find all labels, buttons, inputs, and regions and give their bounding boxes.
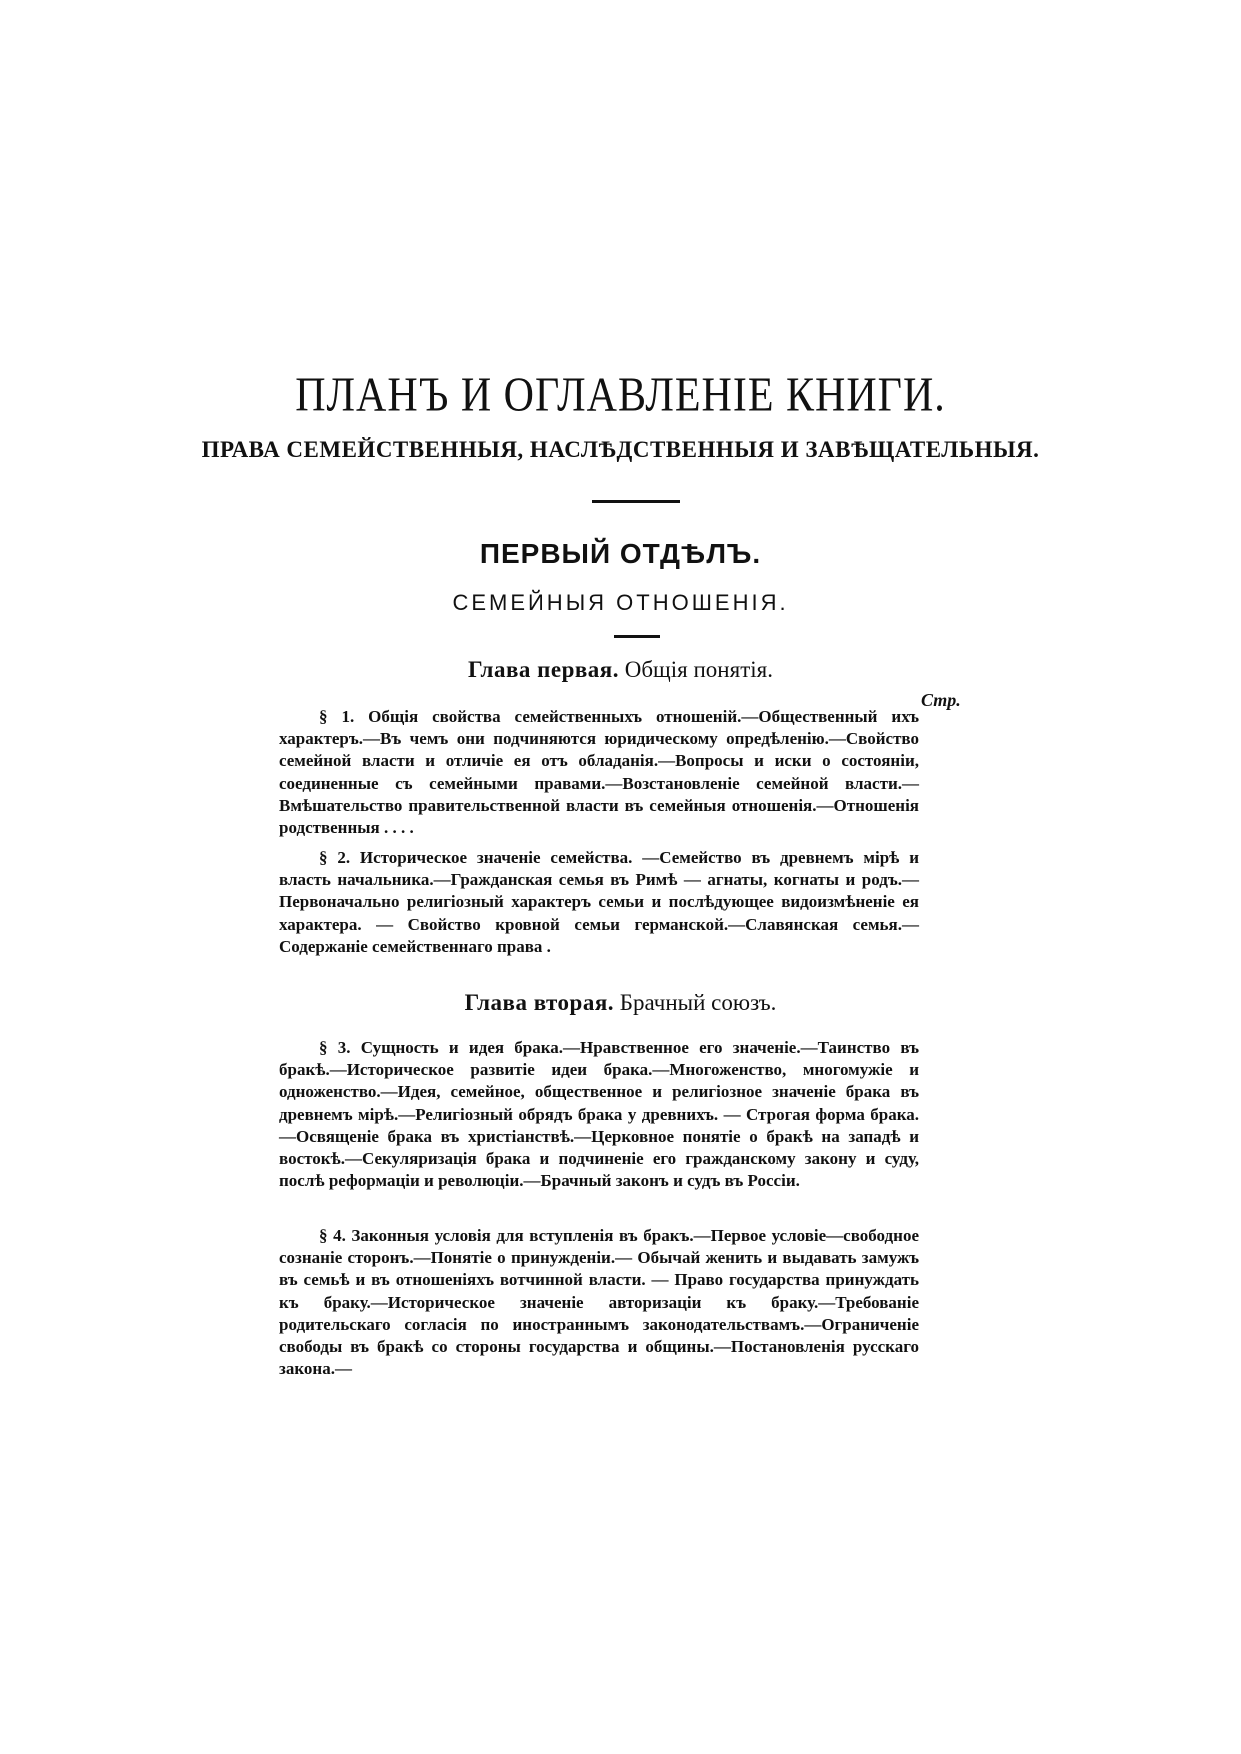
chapter-heading-2: [0, 990, 1241, 1016]
book-subtitle: ПРАВА СЕМЕЙСТВЕННЫЯ, НАСЛѢДСТВЕННЫЯ И ЗАВѢЩАТЕЛЬНЫЯ.: [201, 437, 1040, 462]
section-2-paragraph: § 2. Историческое значеніе семейства. —Семейство въ древнемъ мірѣ и власть начальника.—Гражданская семья въ Римѣ — агнаты, когнаты и родъ.—Первоначально религіозный характеръ семьи и послѣдующее видоизмѣненіе ея характера. — Свойство кровной семьи германской.—Славянская семья.—Содержаніе семейственнаго права .: [279, 848, 919, 956]
page-column-label: Стр.: [921, 690, 961, 710]
section-1-paragraph: § 1. Общія свойства семейственныхъ отношеній.—Общественный ихъ характеръ.—Въ чемъ они подчиняются юридическому опредѣленію.—Свойство семейной власти и отличіе ея отъ обладанія.—Вопросы и иски о состояніи, соединенные съ семейными правами.—Возстановленіе семейной власти.—Вмѣшательство правительственной власти въ семейныя отношенія.—Отношенія родственныя . . . .: [279, 707, 919, 838]
chapter-1-number: Глава первая.: [468, 657, 619, 682]
part-title: ПЕРВЫЙ ОТДѢЛЪ.: [479, 538, 762, 569]
chapter-2-number: Глава вторая.: [464, 990, 615, 1015]
section-3-paragraph: § 3. Сущность и идея брака.—Нравственное его значеніе.—Таинство въ бракѣ.—Историческое развитіе идеи брака.—Многоженство, многомужіе и одноженство.—Идея, семейное, общественное и религіозное значеніе брака въ древнемъ мірѣ.—Религіозный обрядъ брака у древнихъ. — Строгая форма брака.—Освященіе брака въ христіанствѣ.—Церковное понятіе о бракѣ на западѣ и востокѣ.—Секуляризація брака и подчиненіе его гражданскому закону и суду, послѣ реформаціи и революціи.—Брачный законъ и судъ въ Россіи.: [279, 1038, 919, 1191]
chapter-1-name: Общія понятія.: [624, 657, 773, 682]
part-divider: [614, 635, 660, 638]
section-4-paragraph: § 4. Законныя условія для вступленія въ бракъ.—Первое условіе—свободное сознаніе сторонъ.—Понятіе о принужденіи.— Обычай женить и выдавать замужъ въ семьѣ и въ отношеніяхъ вотчинной власти. — Право государства принуждать къ браку.—Историческое значеніе авторизаціи къ браку.—Требованіе родительскаго согласія по иностраннымъ законодательствамъ.—Ограниченіе свободы въ бракѣ со стороны государства и общины.—Постановленія русскаго закона.—: [279, 1226, 919, 1379]
part-subtitle: СЕМЕЙНЫЯ ОТНОШЕНІЯ.: [452, 590, 789, 615]
chapter-2-name: Брачный союзъ.: [619, 990, 777, 1015]
book-title: ПЛАНЪ И ОГЛАВЛЕНІЕ КНИГИ.: [295, 369, 946, 423]
chapter-heading-1: [0, 657, 1241, 683]
title-divider: [592, 500, 680, 503]
